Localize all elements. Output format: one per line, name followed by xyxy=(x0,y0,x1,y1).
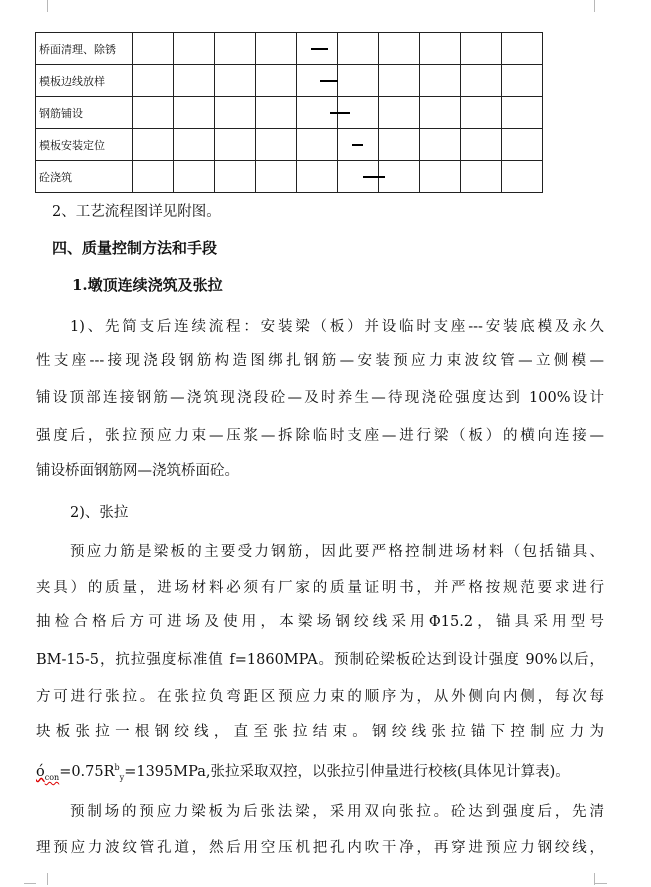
schedule-day-cell xyxy=(420,97,461,129)
paragraph-line: 强度后，张拉预应力束—压浆—拆除临时支座—进行梁（板）的横向连接— xyxy=(36,428,604,444)
schedule-day-cell xyxy=(215,129,256,161)
schedule-day-cell xyxy=(215,161,256,193)
schedule-day-cell xyxy=(420,161,461,193)
schedule-day-cell xyxy=(502,65,543,97)
schedule-day-cell xyxy=(420,129,461,161)
schedule-day-cell xyxy=(256,33,297,65)
schedule-day-cell xyxy=(338,33,379,65)
paragraph-line: 预应力筋是梁板的主要受力钢筋，因此要严格控制进场材料（包括锚具、 xyxy=(70,544,604,560)
schedule-day-cell xyxy=(297,161,338,193)
schedule-row xyxy=(36,129,543,161)
schedule-day-cell xyxy=(215,33,256,65)
schedule-day-cell xyxy=(379,33,420,65)
schedule-day-cell xyxy=(338,161,379,193)
paragraph-line: BM-15-5，抗拉强度标准值 f=1860MPA。预制砼梁板砼达到设计强度 90%以后， xyxy=(36,652,604,668)
page-corner-mark xyxy=(595,883,607,884)
schedule-day-cell xyxy=(133,97,174,129)
stress-symbol: ó xyxy=(36,764,45,780)
schedule-day-cell xyxy=(338,129,379,161)
stress-subscript: con xyxy=(44,772,60,782)
subsection-heading: 1.墩顶连续浇筑及张拉 xyxy=(72,276,223,294)
schedule-day-cell xyxy=(133,33,174,65)
schedule-day-cell xyxy=(379,161,420,193)
paragraph-heading: 2)、张拉 xyxy=(70,505,129,521)
schedule-day-cell xyxy=(174,97,215,129)
schedule-day-cell xyxy=(502,129,543,161)
schedule-day-cell xyxy=(133,65,174,97)
schedule-day-cell xyxy=(133,161,174,193)
page-corner-mark xyxy=(35,873,48,885)
schedule-day-cell xyxy=(461,65,502,97)
schedule-day-cell xyxy=(420,33,461,65)
paragraph-line: 理预应力波纹管孔道，然后用空压机把孔内吹干净，再穿进预应力钢绞线， xyxy=(36,840,604,856)
schedule-day-cell xyxy=(461,161,502,193)
schedule-day-cell xyxy=(338,97,379,129)
schedule-day-cell xyxy=(502,97,543,129)
schedule-day-cell xyxy=(502,161,543,193)
schedule-task-label: 桥面清理、除锈 xyxy=(36,33,133,65)
schedule-day-cell xyxy=(502,33,543,65)
schedule-row xyxy=(36,65,543,97)
schedule-row xyxy=(36,97,543,129)
schedule-day-cell xyxy=(379,97,420,129)
formula-superscript: b xyxy=(114,763,120,773)
schedule-task-label: 钢筋铺设 xyxy=(36,97,133,129)
schedule-day-cell xyxy=(338,65,379,97)
construction-schedule-table xyxy=(35,32,543,193)
schedule-task-label: 砼浇筑 xyxy=(36,161,133,193)
schedule-task-label: 模板安装定位 xyxy=(36,129,133,161)
schedule-day-cell xyxy=(174,161,215,193)
page-corner-mark xyxy=(24,883,36,884)
schedule-day-cell xyxy=(256,129,297,161)
formula-subscript: y xyxy=(119,772,125,782)
schedule-row xyxy=(36,33,543,65)
schedule-day-cell xyxy=(174,65,215,97)
schedule-day-cell xyxy=(379,129,420,161)
schedule-day-cell xyxy=(256,97,297,129)
paragraph-line: 1)、先简支后连续流程：安装梁（板）并设临时支座---安装底模及永久 xyxy=(70,319,604,335)
schedule-day-cell xyxy=(174,33,215,65)
paragraph-line: 抽检合格后方可进场及使用，本梁场钢绞线采用Φ15.2，锚具采用型号 xyxy=(36,614,604,630)
schedule-row xyxy=(36,161,543,193)
schedule-day-cell xyxy=(297,65,338,97)
page-corner-mark xyxy=(35,0,48,12)
schedule-day-cell xyxy=(133,129,174,161)
formula-rest: =1395MPa,张拉采取双控，以张拉引伸量进行校核(具体见计算表)。 xyxy=(124,764,570,780)
paragraph-flowchart-ref: 2、工艺流程图详见附图。 xyxy=(52,204,221,220)
paragraph-line: 夹具）的质量，进场材料必须有厂家的质量证明书，并严格按规范要求进行 xyxy=(36,580,604,596)
page-corner-mark xyxy=(594,0,607,12)
paragraph-line: 预制场的预应力梁板为后张法梁，采用双向张拉。砼达到强度后，先清 xyxy=(70,804,604,820)
schedule-day-cell xyxy=(461,97,502,129)
schedule-day-cell xyxy=(297,33,338,65)
schedule-day-cell xyxy=(461,33,502,65)
schedule-day-cell xyxy=(256,65,297,97)
paragraph-line: 方可进行张拉。在张拉负弯距区预应力束的顺序为，从外侧向内侧，每次每 xyxy=(36,689,604,705)
section-heading: 四、质量控制方法和手段 xyxy=(52,239,218,257)
schedule-day-cell xyxy=(256,161,297,193)
schedule-day-cell xyxy=(379,65,420,97)
schedule-day-cell xyxy=(215,97,256,129)
paragraph-line: 性支座---接现浇段钢筋构造图绑扎钢筋—安装预应力束波纹管—立侧模— xyxy=(36,353,604,369)
schedule-day-cell xyxy=(420,65,461,97)
paragraph-line: 铺设桥面钢筋网—浇筑桥面砼。 xyxy=(36,463,239,479)
schedule-task-label: 模板边线放样 xyxy=(36,65,133,97)
formula-line xyxy=(36,760,604,782)
paragraph-line: 块板张拉一根钢绞线，直至张拉结束。钢绞线张拉锚下控制应力为 xyxy=(36,724,604,740)
paragraph-line: 铺设顶部连接钢筋—浇筑现浇段砼—及时养生—待现浇砼强度达到 100%设计 xyxy=(36,390,604,406)
schedule-day-cell xyxy=(174,129,215,161)
schedule-day-cell xyxy=(461,129,502,161)
formula-equals: =0.75R xyxy=(59,764,115,780)
schedule-day-cell xyxy=(297,129,338,161)
schedule-day-cell xyxy=(297,97,338,129)
schedule-day-cell xyxy=(215,65,256,97)
